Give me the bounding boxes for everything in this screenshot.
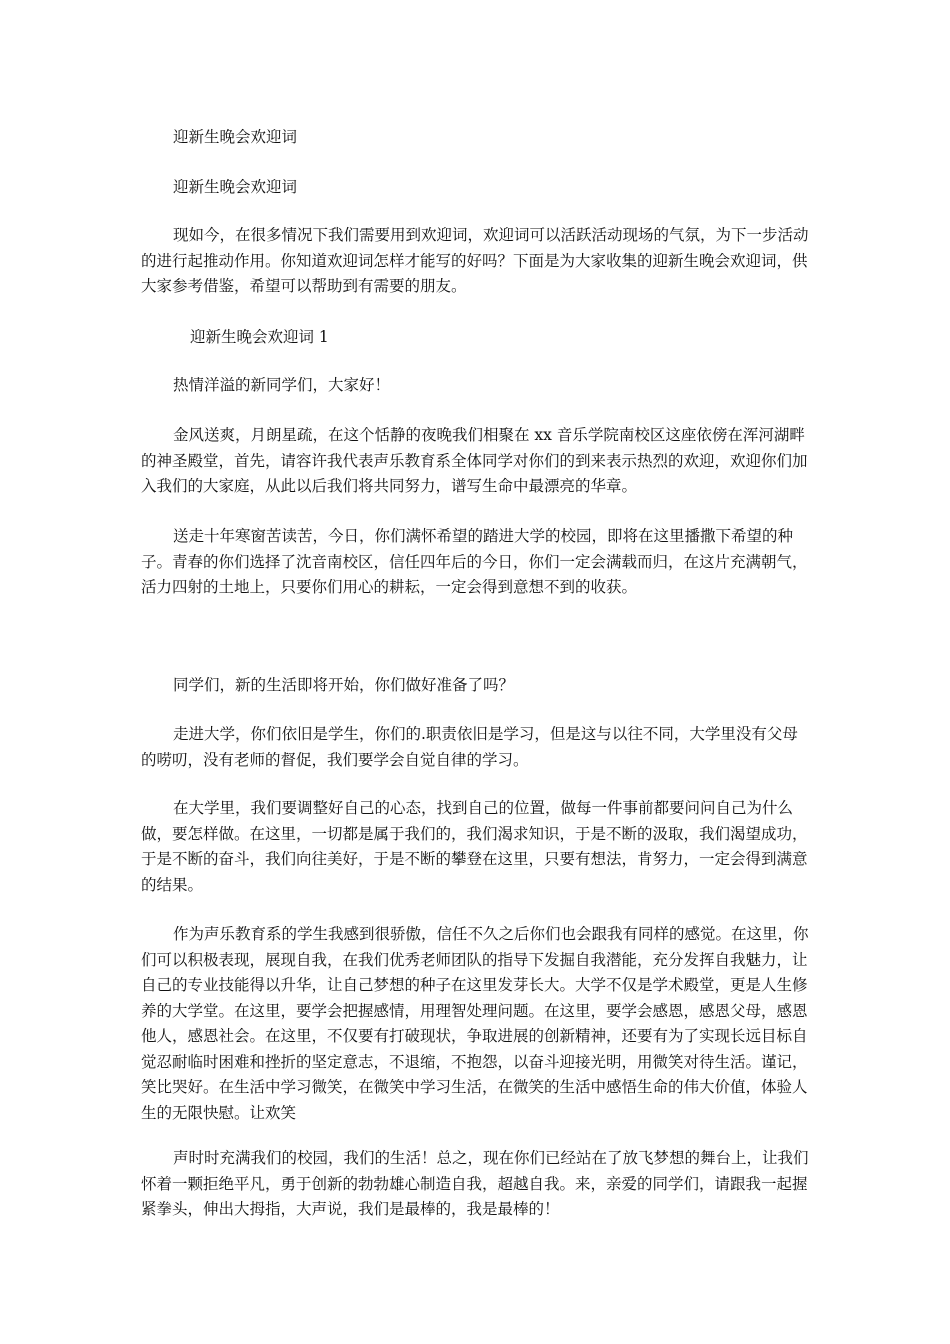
- document-title-repeat: 迎新生晚会欢迎词: [173, 178, 298, 196]
- paragraph-5: 在大学里，我们要调整好自己的心态，找到自己的位置，做每一件事前都要问问自己为什么做，要怎样做。在这里，一切都是属于我们的，我们渴求知识，于是不断的汲取，我们渴望成功，于是不断的奋斗，我们向往美好，于是不断的攀登在这里，只要有想法，肯努力，一定会得到满意的结果。: [141, 799, 808, 894]
- paragraph-6: 作为声乐教育系的学生我感到很骄傲，信任不久之后你们也会跟我有同样的感觉。在这里，你们可以积极表现，展现自我，在我们优秀老师团队的指导下发掘自我潜能，充分发挥自我魅力，让自己的专业技能得以升华，让自己梦想的种子在这里发芽长大。大学不仅是学术殿堂，更是人生修养的大学堂。在这里，要学会把握感情，用理智处理问题。在这里，要学会感恩，感恩父母，感恩他人，感恩社会。在这里，不仅要有打破现状，争取进展的创新精神，还要有为了实现长远目标自觉忍耐临时困难和挫折的坚定意志，不退缩，不抱怨，以奋斗迎接光明，用微笑对待生活。谨记，笑比哭好。在生活中学习微笑，在微笑中学习生活，在微笑的生活中感悟生命的伟大价值，体验人生的无限快慰。让欢笑: [141, 925, 809, 1122]
- intro-paragraph: 现如今，在很多情况下我们需要用到欢迎词，欢迎词可以活跃活动现场的气氛，为下一步活动的进行起推动作用。你知道欢迎词怎样才能写的好吗？下面是为大家收集的迎新生晚会欢迎词，供大家参考借鉴，希望可以帮助到有需要的朋友。: [141, 226, 809, 295]
- paragraph-1: 金风送爽，月朗星疏，在这个恬静的夜晚我们相聚在 xx 音乐学院南校区这座依傍在浑河湖畔的神圣殿堂，首先，请容许我代表声乐教育系全体同学对你们的到来表示热烈的欢迎，欢迎你们加入我们的大家庭，从此以后我们将共同努力，谱写生命中最漂亮的华章。: [141, 426, 808, 495]
- paragraph-4: 走进大学，你们依旧是学生，你们的.职责依旧是学习，但是这与以往不同，大学里没有父母的唠叨，没有老师的督促，我们要学会自觉自律的学习。: [141, 725, 798, 769]
- document-title: 迎新生晚会欢迎词: [173, 128, 298, 146]
- paragraph-2: 送走十年寒窗苦读苦，今日，你们满怀希望的踏进大学的校园，即将在这里播撒下希望的种子。青春的你们选择了沈音南校区，信任四年后的今日，你们一定会满载而归，在这片充满朝气，活力四射的土地上，只要你们用心的耕耘，一定会得到意想不到的收获。: [141, 527, 808, 596]
- greeting-paragraph: 热情洋溢的新同学们，大家好！: [173, 376, 391, 394]
- paragraph-3: 同学们，新的生活即将开始，你们做好准备了吗？: [173, 676, 515, 694]
- section-heading: 迎新生晚会欢迎词 1: [190, 328, 329, 346]
- paragraph-7: 声时时充满我们的校园，我们的生活！总之，现在你们已经站在了放飞梦想的舞台上，让我们怀着一颗拒绝平凡，勇于创新的勃勃雄心制造自我，超越自我。来，亲爱的同学们，请跟我一起握紧拳头，伸出大拇指，大声说，我们是最棒的，我是最棒的！: [141, 1149, 809, 1218]
